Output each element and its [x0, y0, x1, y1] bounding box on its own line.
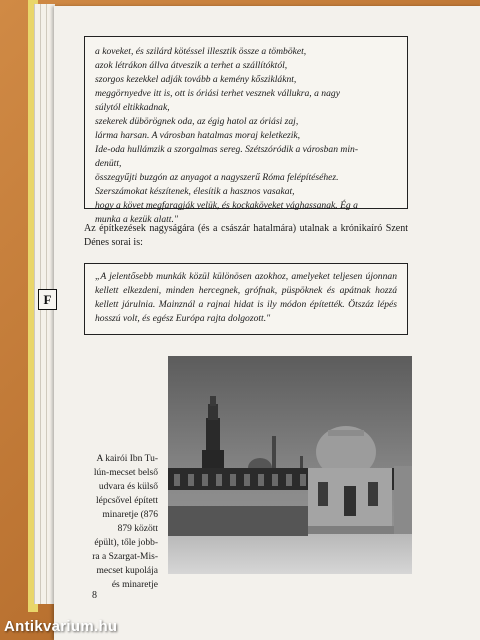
quote-line: meggörnyedve itt is, ott is óriási terhet vesznek vállukra, a nagy	[95, 88, 340, 99]
caption-line: épült), tőle jobb-	[94, 538, 158, 548]
mosque-photo	[168, 356, 412, 574]
quote-line: azok létrákon állva átveszik a terhet a szállítóktól,	[95, 60, 288, 71]
quote-box	[84, 36, 408, 225]
quote-line: összegyűjti buzgón az anyagot a nagyszerű Róma felépítéséhez.	[95, 172, 339, 183]
caption-line: mecset kupolája	[96, 566, 158, 576]
source-marker: F	[38, 289, 57, 310]
quote-line: szekerek dübörögnek oda, az égig hatol az óriási zaj,	[95, 116, 299, 127]
quote-line: hogy a követ megfaragják velük, és kockaköveket vághassanak. Ég a	[95, 200, 358, 211]
caption-line: ra a Szargat-Mis-	[92, 552, 158, 562]
caption-line: lún-mecset belső	[93, 468, 158, 478]
mosque-illustration	[168, 356, 412, 574]
caption-line: 879 között	[117, 524, 158, 534]
quote-line: lárma harsan. A városban hatalmas moraj keletkezik,	[95, 130, 301, 141]
intro-paragraph: Az építkezések nagyságára (és a császár hatalmára) utalnak a krónikaíró Szent Dénes sorai is:	[84, 223, 408, 248]
quote-line: szorgos kezekkel adják tovább a kemény kőszikláknt,	[95, 74, 297, 85]
caption-line: udvara és külső	[98, 482, 158, 492]
quote-line: munka a kezük alatt."	[95, 214, 178, 225]
caption-line: lépcsővel épített	[96, 496, 158, 506]
quote-line: Szerszámokat készítenek, élesítik a hasznos vasakat,	[95, 186, 295, 197]
caption-line: A kairói Ibn Tu-	[96, 454, 158, 464]
quote-line: denütt,	[95, 158, 122, 169]
quote-box-source: „A jelentősebb munkák közül különösen azokhoz, amelyeket teljesen újonnan kellett elkezdeni, minden hercegnek, grófnak, püspöknek és apátnak hozzá kellett járulnia. Mainznál a rajnai hidat is ily módon építették. Ötszáz lépés hosszú volt, és egész Európa rajta dolgozott."	[84, 263, 408, 335]
caption-line: és minaretje	[111, 580, 158, 590]
caption-line: minaretje (876	[102, 510, 158, 520]
quote-line: Ide-oda hullámzik a szorgalmas sereg. Szétszóródik a városban min-	[95, 144, 359, 155]
quote-line: a koveket, és szilárd kötéssel illesztik össze a tömböket,	[95, 46, 307, 57]
watermark-logo: Antikvarium.hu	[4, 618, 118, 635]
photo-caption	[88, 452, 158, 592]
page-number: 8	[92, 590, 97, 601]
quote-line: súlytól eltikkadnak,	[95, 102, 170, 113]
